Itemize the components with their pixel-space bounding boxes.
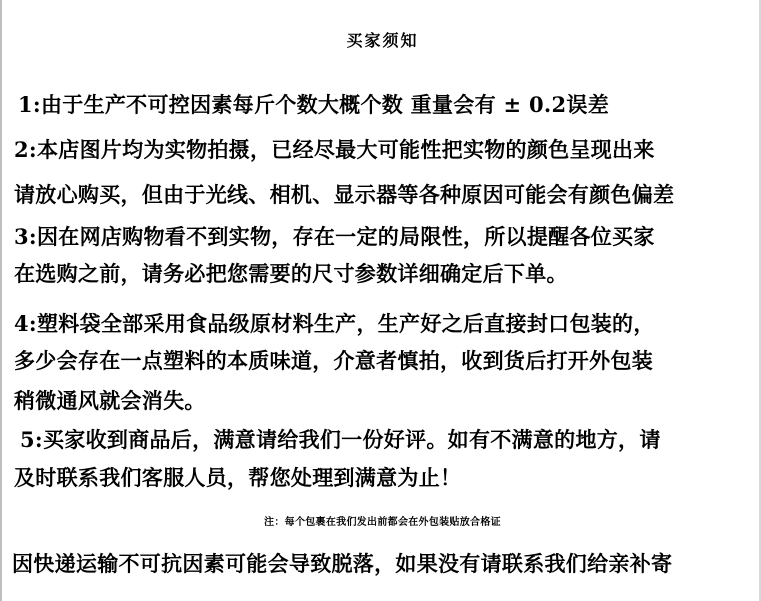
notice-line-6: 4:塑料袋全部采用食品级原材料生产，生产好之后直接封口包装的， [14,311,655,336]
notice-line-9: 5:买家收到商品后，满意请给我们一份好评。如有不满意的地方，请 [20,427,661,452]
notice-line-3: 请放心购买，但由于光线、相机、显示器等各种原因可能会有颜色偏差 [14,182,675,207]
notice-line-5: 在选购之前，请务必把您需要的尺寸参数详细确定后下单。 [14,261,568,286]
notice-title: 买家须知 [346,31,419,50]
certificate-note: 注：每个包裹在我们发出前都会在外包装贴放合格证 [264,517,501,528]
delivery-note: 因快递运输不可抗因素可能会导致脱落，如果没有请联系我们给亲补寄 [12,551,673,576]
notice-line-4: 3:因在网店购物看不到实物，存在一定的局限性，所以提醒各位买家 [14,224,655,249]
notice-line-1: 1:由于生产不可控因素每斤个数大概个数 重量会有 ± 0.2误差 [18,92,610,117]
notice-line-8: 稍微通风就会消失。 [14,388,206,413]
notice-line-7: 多少会存在一点塑料的本质味道，介意者慎拍，收到货后打开外包装 [14,348,653,373]
notice-line-10: 及时联系我们客服人员，帮您处理到满意为止！ [14,465,462,490]
notice-line-2: 2:本店图片均为实物拍摄，已经尽最大可能性把实物的颜色呈现出来 [14,137,655,162]
